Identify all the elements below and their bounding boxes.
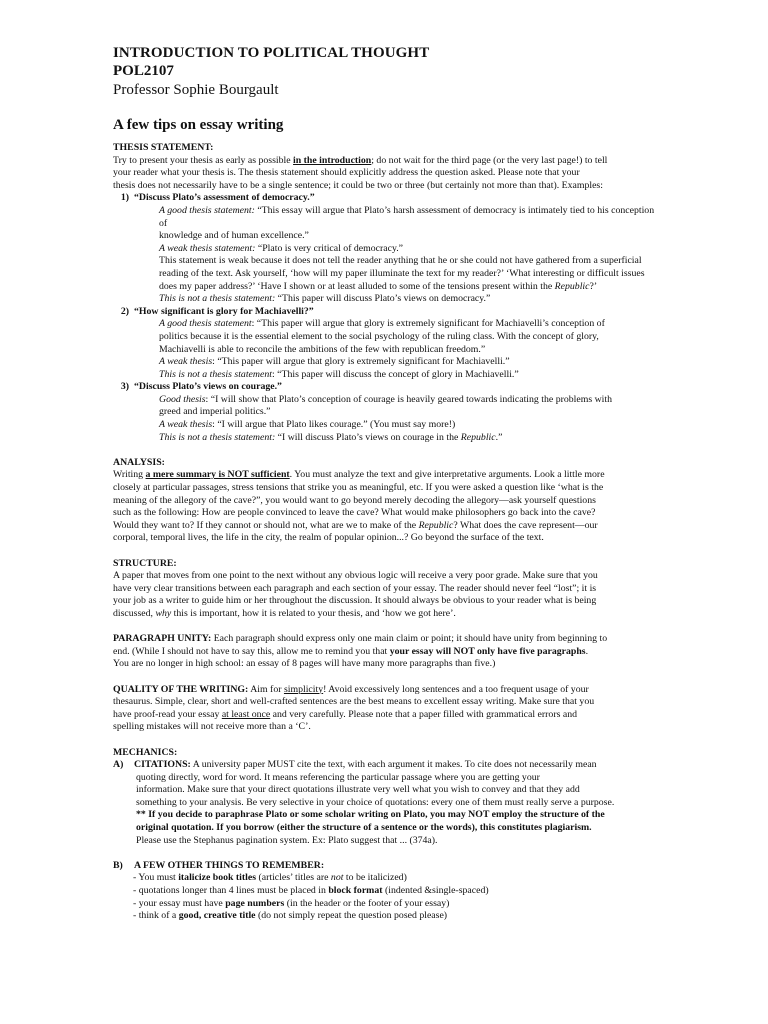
example-1-body: A good thesis statement: “This essay will argue that Plato’s harsh assessment of democracy is intimately tied to his conception of knowledge and of human excellence.” A weak thesis statement: “Plato is very critical of democracy.” This statement is weak because it does not tell the reader anything that he or she could not have gathered from a superficial reading of the text. Ask yourself, ‘how will my paper illuminate the text for my reader?’ ‘What interesting or difficult issues does my paper address?’ ‘Have I shown or at least alluded to some of the tensions present within the Republic?’ This is not a thesis statement: “This paper will discuss Plato’s views on democracy.”: [159, 204, 655, 305]
quality-heading: QUALITY OF THE WRITING:: [113, 683, 249, 695]
thesis-heading: THESIS STATEMENT:: [113, 142, 214, 153]
other-things-item: B) A FEW OTHER THINGS TO REMEMBER:: [113, 859, 325, 871]
list-item: - your essay must have page numbers (in the header or the footer of your essay): [133, 897, 450, 909]
course-title: INTRODUCTION TO POLITICAL THOUGHT: [113, 45, 430, 61]
thesis-intro-line: your reader what your thesis is. The thesis statement should explicitly address the question asked. Please note that your: [113, 167, 580, 179]
example-2-title: 2) “How significant is glory for Machiavelli?”: [120, 305, 314, 317]
quality-section: QUALITY OF THE WRITING: Aim for simplicity! Avoid excessively long sentences and a too frequent usage of your thesaurus. Simple, clear, short and well-crafted sentences are the best means to excellent essay writing. Make sure that you have proof-read your essay at least once and very carefully. Please note that a paper filled with grammatical errors and spelling mistakes will not receive more than a ‘C’.: [113, 683, 595, 733]
citations-body: quoting directly, word for word. It means referencing the particular passage where you are getting your information. Make sure that your direct quotations illustrate very well what you wish to convey and that they add something to your analysis. Be very selective in your choice of quotations: every one of them must really serve a purpose. ** If you decide to paraphrase Plato or some scholar writing on Plato, you may NOT employ the structure of the original quotation. If you borrow (either the structure of a sentence or the words), this constitutes plagiarism. Please use the Stephanus pagination system. Ex: Plato suggest that ... (374a).: [136, 771, 615, 846]
document-title: A few tips on essay writing: [113, 117, 284, 133]
structure-heading: STRUCTURE:: [113, 557, 177, 569]
professor-name: Professor Sophie Bourgault: [113, 82, 279, 98]
mechanics-heading: MECHANICS:: [113, 746, 178, 758]
example-3-title: 3) “Discuss Plato’s views on courage.”: [120, 381, 282, 393]
other-things-list: [113, 872, 658, 922]
course-code: POL2107: [113, 63, 174, 79]
thesis-intro-line: thesis does not necessarily have to be a single sentence; it could be two or three (but certainly not more than that). Examples:: [113, 179, 603, 191]
example-2-body: A good thesis statement: “This paper will argue that glory is extremely significant for Machiavelli’s conception of politics because it is the essential element to the social psychology of the ruling class. With the concept of glory, Machiavelli is able to reconcile the ambitions of the few with republican freedom.” A weak thesis: “This paper will argue that glory is extremely significant for Machiavelli.” This is not a thesis statement: “This paper will discuss the concept of glory in Machiavelli.”: [159, 318, 605, 380]
example-3-body: Good thesis: “I will show that Plato’s conception of courage is heavily geared towards indicating the problems with greed and imperial politics.” A weak thesis: “I will argue that Plato likes courage.” (You must say more!) This is not a thesis statement: “I will discuss Plato’s views on courage in the Republic.”: [159, 393, 613, 443]
analysis-heading: ANALYSIS:: [113, 456, 165, 468]
list-item: - think of a good, creative title (do not simply repeat the question posed please): [133, 910, 448, 922]
list-item: - quotations longer than 4 lines must be placed in block format (indented &single-spaced): [133, 885, 489, 897]
example-1-title: 1) “Discuss Plato’s assessment of democracy.”: [120, 192, 315, 204]
analysis-paragraph: Writing a mere summary is NOT sufficient. You must analyze the text and give interpretative arguments. Look a little more closely at particular passages, stress tensions that strike you as meaningful, etc. If you were asked a question like ‘what is the meaning of the allegory of the cave?”, you would want to go beyond merely decoding the allegory—ask yourself questions such as the following: How are people convinced to leave the cave? What would make philosophers go back into the cave? Would they want to? If they cannot or should not, what are we to make of the Republic? What does the cave represent—our corporal, temporal lives, the life in the city, the realm of popular opinion...? Go beyond the surface of the text.: [113, 469, 605, 544]
citations-item: A) CITATIONS: A university paper MUST cite the text, with each argument it makes. To cite does not necessarily mean: [113, 759, 597, 771]
document-body: [113, 142, 658, 923]
paragraph-unity-heading: PARAGRAPH UNITY:: [113, 633, 212, 645]
paragraph-unity-section: PARAGRAPH UNITY: Each paragraph should express only one main claim or point; it should have unity from beginning to end. (While I should not have to say this, allow me to remind you that your essay will NOT only have five paragraphs. You are no longer in high school: an essay of 8 pages will have many more paragraphs than five.): [113, 633, 608, 670]
structure-paragraph: A paper that moves from one point to the next without any obvious logic will receive a very poor grade. Make sure that you have very clear transitions between each paragraph and each section of your essay. The reader should never feel “lost”; it is your job as a writer to guide him or her throughout the discussion. It should always be obvious to your reader what is being discussed, why this is important, how it is related to your thesis, and ‘how we got here’.: [113, 570, 598, 619]
thesis-intro-line: Try to present your thesis as early as possible in the introduction; do not wait for the third page (or the very last page!) to tell: [113, 154, 608, 166]
list-item: - You must italicize book titles (articles’ titles are not to be italicized): [133, 872, 407, 884]
